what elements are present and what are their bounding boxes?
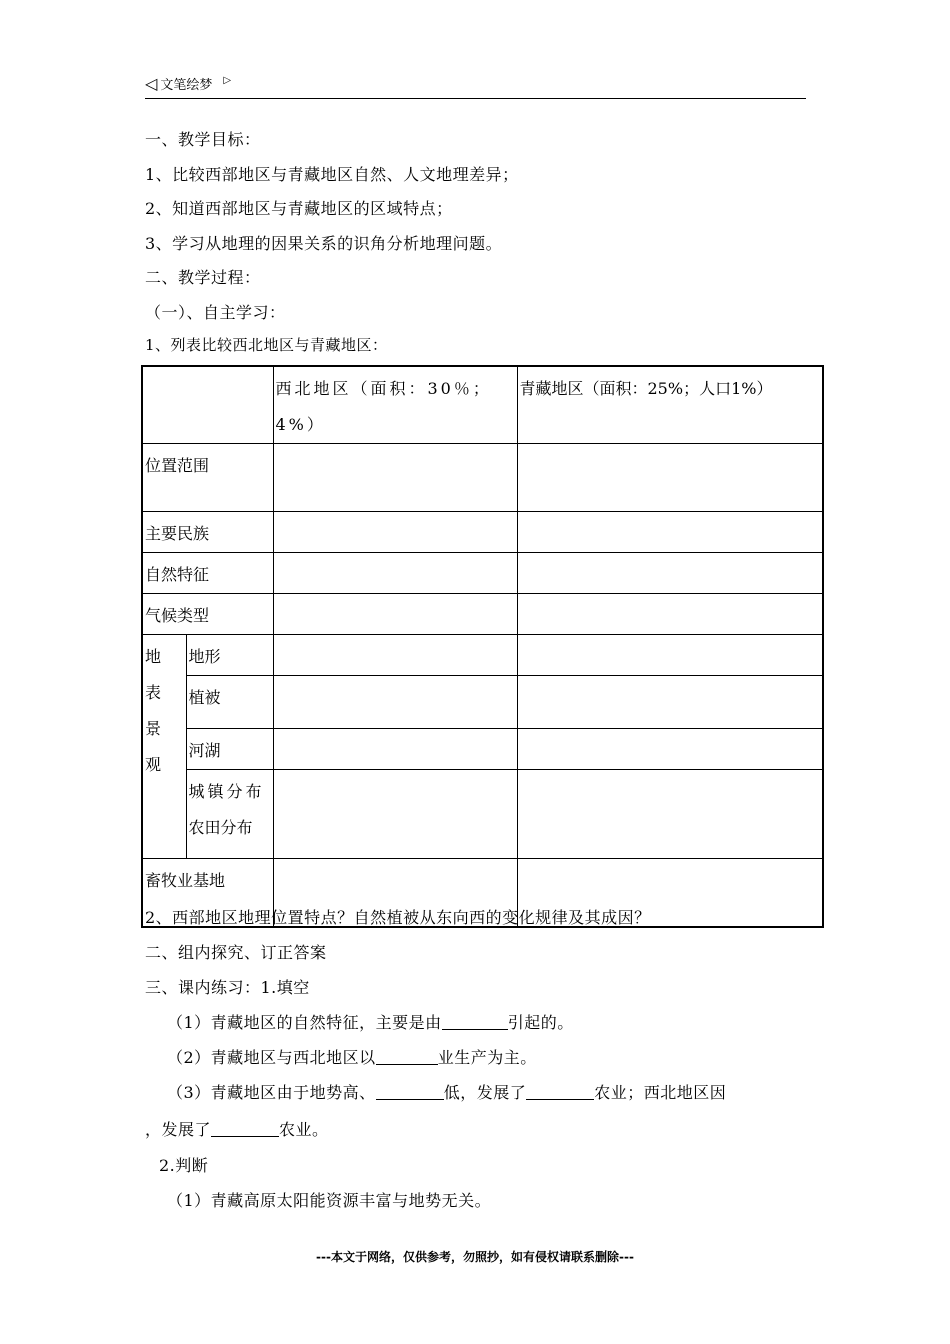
table-row bbox=[142, 770, 823, 859]
blank-5[interactable] bbox=[211, 1120, 279, 1137]
table-header-row bbox=[142, 366, 823, 444]
header-brand bbox=[145, 74, 231, 93]
header-empty-cell bbox=[142, 366, 273, 444]
label-towns: 城镇分布 bbox=[188, 782, 265, 801]
q1-tail: 引起的。 bbox=[507, 1013, 574, 1032]
comparison-table bbox=[141, 365, 824, 928]
q2-tail: 业生产为主。 bbox=[437, 1048, 537, 1067]
q3-cont: ，发展了 bbox=[145, 1120, 212, 1139]
q3-mid: 低，发展了 bbox=[443, 1083, 527, 1102]
q1-text: （1）青藏地区的自然特征，主要是由 bbox=[167, 1013, 442, 1032]
group-char: 观 bbox=[145, 755, 162, 774]
table-row bbox=[142, 553, 823, 594]
goal-3: 3、学习从地理的因果关系的识角分析地理问题。 bbox=[145, 234, 503, 253]
judge-question-1: （1）青藏高原太阳能资源丰富与地势无关。 bbox=[167, 1191, 492, 1210]
cell-qingzang-location[interactable] bbox=[517, 444, 823, 512]
cell-northwest-terrain[interactable] bbox=[273, 635, 517, 676]
group-char: 地 bbox=[145, 647, 162, 666]
cell-qingzang-rivers[interactable] bbox=[517, 729, 823, 770]
q3-text: （3）青藏地区由于地势高、 bbox=[167, 1083, 376, 1102]
row-label-rivers: 河湖 bbox=[186, 729, 273, 770]
section-group-inquiry: 二、组内探究、订正答案 bbox=[145, 943, 327, 962]
cell-northwest-natural[interactable] bbox=[273, 553, 517, 594]
header-qingzang: 青藏地区（面积：25%；人口1%） bbox=[517, 366, 823, 444]
group-char: 表 bbox=[145, 683, 162, 702]
cell-northwest-towns[interactable] bbox=[273, 770, 517, 859]
blank-1[interactable] bbox=[442, 1013, 508, 1030]
table-row bbox=[142, 635, 823, 676]
section-teaching-goals: 一、教学目标： bbox=[145, 130, 261, 149]
q2-text: （2）青藏地区与西北地区以 bbox=[167, 1048, 376, 1067]
section-teaching-process: 二、教学过程： bbox=[145, 268, 261, 287]
q3-tail: 农业。 bbox=[279, 1120, 329, 1139]
cell-qingzang-towns[interactable] bbox=[517, 770, 823, 859]
blank-2[interactable] bbox=[376, 1048, 438, 1065]
table-row bbox=[142, 729, 823, 770]
goal-1: 1、比较西部地区与青藏地区自然、人文地理差异； bbox=[145, 165, 519, 184]
cell-qingzang-climate[interactable] bbox=[517, 594, 823, 635]
table-row bbox=[142, 676, 823, 729]
cell-qingzang-terrain[interactable] bbox=[517, 635, 823, 676]
page-footer: ---本文于网络，仅供参考，勿照抄，如有侵权请联系删除--- bbox=[316, 1250, 634, 1264]
group-char: 景 bbox=[145, 719, 162, 738]
row-label-location: 位置范围 bbox=[142, 444, 273, 512]
table-intro: 1、列表比较西北地区与青藏地区： bbox=[145, 336, 388, 354]
question-2: 2、西部地区地理位置特点？自然植被从东向西的变化规律及其成因？ bbox=[145, 908, 651, 927]
cell-northwest-rivers[interactable] bbox=[273, 729, 517, 770]
section-judge: 2.判断 bbox=[159, 1156, 209, 1175]
table-row bbox=[142, 594, 823, 635]
cell-qingzang-ethnic[interactable] bbox=[517, 512, 823, 553]
cell-qingzang-vegetation[interactable] bbox=[517, 676, 823, 729]
brand-text: 文笔绘梦 bbox=[160, 78, 213, 93]
row-label-towns-farmland bbox=[186, 770, 273, 859]
row-label-climate: 气候类型 bbox=[142, 594, 273, 635]
cell-northwest-ethnic[interactable] bbox=[273, 512, 517, 553]
header-northwest: 西北地区（面积：30％；4%） bbox=[273, 366, 517, 444]
blank-3[interactable] bbox=[376, 1083, 444, 1100]
table-row bbox=[142, 512, 823, 553]
row-label-natural: 自然特征 bbox=[142, 553, 273, 594]
blank-4[interactable] bbox=[526, 1083, 594, 1100]
fill-question-3-continued bbox=[145, 1117, 329, 1140]
cell-northwest-climate[interactable] bbox=[273, 594, 517, 635]
right-triangle-icon: ▷ bbox=[223, 74, 232, 86]
fill-question-1 bbox=[167, 1010, 574, 1033]
cell-northwest-location[interactable] bbox=[273, 444, 517, 512]
table-row bbox=[142, 444, 823, 512]
cell-northwest-vegetation[interactable] bbox=[273, 676, 517, 729]
row-label-terrain: 地形 bbox=[186, 635, 273, 676]
subsection-self-study: （一）、自主学习： bbox=[145, 303, 286, 322]
page-header bbox=[145, 72, 806, 99]
cell-qingzang-natural[interactable] bbox=[517, 553, 823, 594]
row-label-livestock: 畜牧业基地 bbox=[142, 859, 273, 927]
label-farmland: 农田分布 bbox=[188, 818, 253, 837]
left-triangle-icon: ◁ bbox=[145, 73, 158, 93]
fill-question-2 bbox=[167, 1045, 537, 1068]
goal-2: 2、知道西部地区与青藏地区的区域特点； bbox=[145, 199, 453, 218]
row-label-vegetation: 植被 bbox=[186, 676, 273, 729]
fill-question-3 bbox=[167, 1080, 726, 1103]
q3-mid2: 农业；西北地区因 bbox=[594, 1083, 727, 1102]
row-label-ethnic: 主要民族 bbox=[142, 512, 273, 553]
row-group-landscape bbox=[142, 635, 186, 859]
section-exercise: 三、课内练习：1.填空 bbox=[145, 978, 310, 997]
